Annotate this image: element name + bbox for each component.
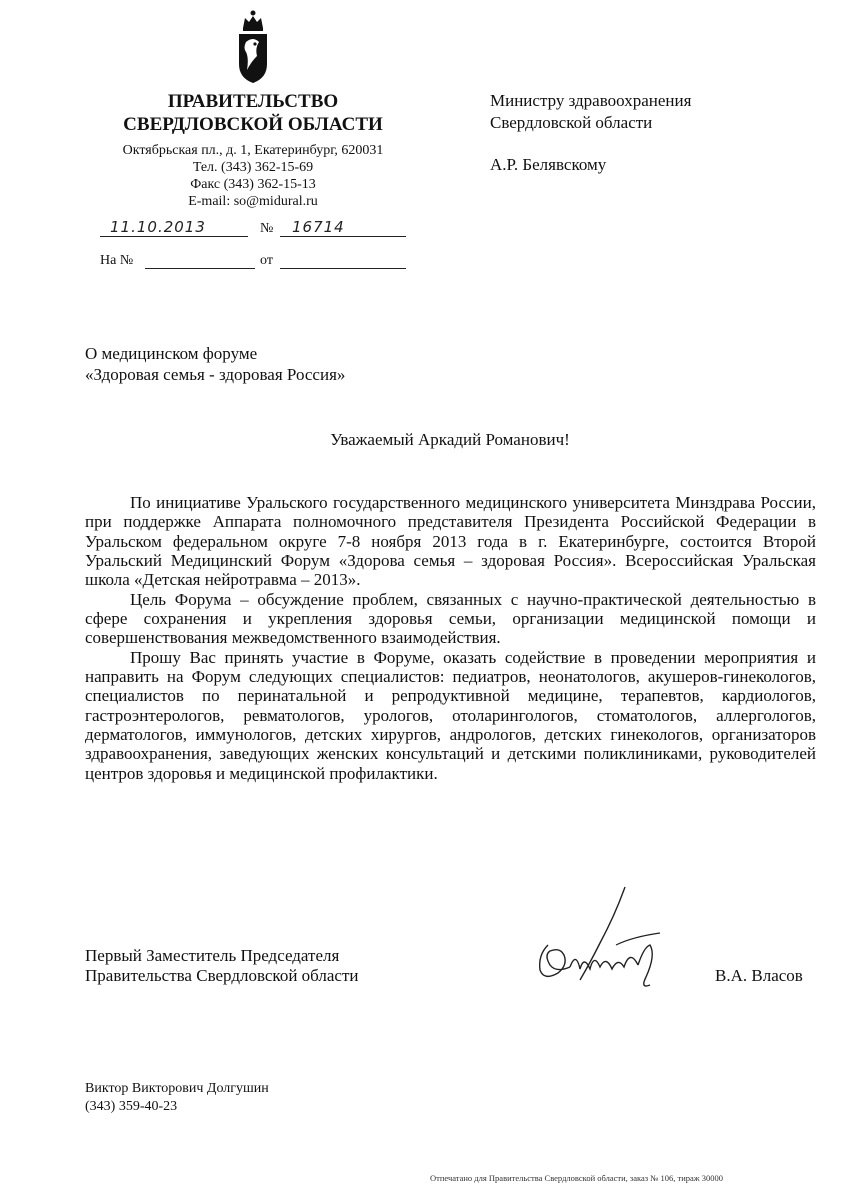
salutation: Уважаемый Аркадий Романович! <box>330 430 570 449</box>
letter-subject <box>85 343 345 385</box>
organization-title-line2: СВЕРДЛОВСКОЙ ОБЛАСТИ <box>123 114 383 135</box>
registration-date: 11.10.2013 <box>110 218 206 236</box>
reference-number-label: На № <box>100 253 134 268</box>
reference-from-label: от <box>260 253 273 268</box>
coat-of-arms-emblem <box>235 8 271 84</box>
organization-email: E-mail: so@midural.ru <box>188 194 318 209</box>
recipient-block <box>490 90 691 176</box>
registration-number-field <box>280 218 406 237</box>
handwritten-signature <box>520 885 680 995</box>
organization-title <box>100 90 406 136</box>
body-paragraph-3: Прошу Вас принять участие в Форуме, оказать содействие в проведении мероприятия и направить на Форум следующих специалистов: педиатров, неонатологов, акушеров-гинекологов, специалистов по перинатальной и репродуктивной медицине, терапевтов, кардиологов, гастроэнтерологов, ревматологов, урологов, отоларингологов, стоматологов, аллергологов, дерматологов, иммунологов, детских хирургов, андрологов, детских гинекологов, организаторов здравоохранения, заведующих женских консультаций и детскими поликлиниками, руководителей центров здоровья и медицинской профилактики. <box>85 647 816 783</box>
organization-contacts <box>100 142 406 210</box>
registration-number: 16714 <box>292 218 345 236</box>
body-paragraph-1: По инициативе Уральского государственного медицинского университета Минздрава России, при поддержке Аппарата полномочного представителя Президента Российской Федерации в Уральском федеральном округе 7-8 ноября 2013 года в г. Екатеринбурге, состоится Второй Уральский Медицинский Форум «Здорова семья – здоровая Россия». Всероссийская Уральская школа «Детская нейротравма – 2013». <box>85 493 816 590</box>
signer-name: В.А. Власов <box>715 966 803 985</box>
letter-body <box>85 493 816 783</box>
subject-line2: «Здоровая семья - здоровая Россия» <box>85 365 346 384</box>
registration-line <box>100 218 406 240</box>
performer-name: Виктор Викторович Долгушин <box>85 1081 269 1096</box>
signer-position <box>85 946 359 986</box>
signer-position-line1: Первый Заместитель Председателя <box>85 946 340 965</box>
print-footer: Отпечатано для Правительства Свердловской области, заказ № 106, тираж 30000 <box>430 1173 724 1183</box>
organization-title-line1: ПРАВИТЕЛЬСТВО <box>167 91 339 112</box>
body-paragraph-2: Цель Форума – обсуждение проблем, связанных с научно-практической деятельностью в сфере сохранения и укрепления здоровья семьи, организации медицинской помощи и совершенствования межведомственного взаимодействия. <box>85 589 816 648</box>
signer-position-line2: Правительства Свердловской области <box>85 966 359 985</box>
reference-number-field <box>145 250 255 269</box>
recipient-line1: Министру здравоохранения <box>490 91 692 110</box>
performer-block <box>85 1080 269 1116</box>
performer-phone: (343) 359-40-23 <box>85 1099 178 1114</box>
organization-address: Октябрьская пл., д. 1, Екатеринбург, 620031 <box>122 143 384 158</box>
organization-phone: Тел. (343) 362-15-69 <box>192 160 314 175</box>
reference-line <box>100 250 406 272</box>
organization-fax: Факс (343) 362-15-13 <box>190 177 316 192</box>
registration-date-field <box>100 218 248 237</box>
registration-number-label: № <box>260 221 274 236</box>
reference-date-field <box>280 250 406 269</box>
recipient-line2: Свердловской области <box>490 113 653 132</box>
subject-line1: О медицинском форуме <box>85 344 258 363</box>
recipient-name: А.Р. Белявскому <box>490 155 607 174</box>
